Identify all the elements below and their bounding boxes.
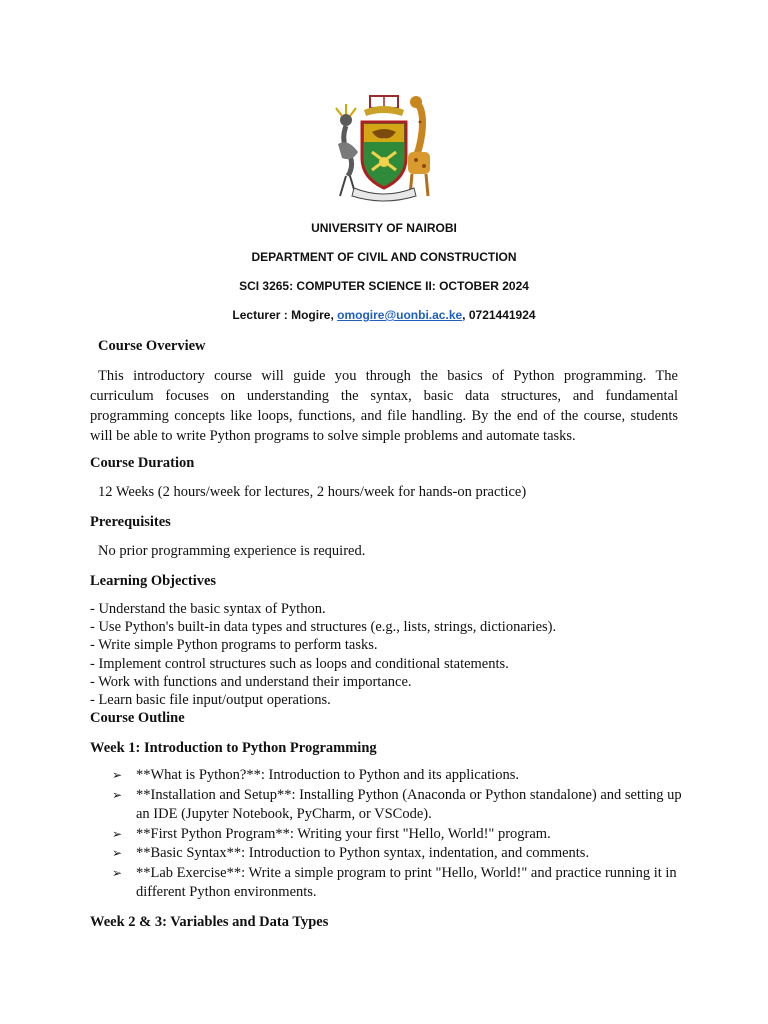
course-title: SCI 3265: COMPUTER SCIENCE II: OCTOBER 2024	[239, 279, 529, 293]
duration-text: 12 Weeks (2 hours/week for lectures, 2 hours/week for hands-on practice)	[98, 484, 527, 500]
list-item: - Use Python's built-in data types and structures (e.g., lists, strings, dictionaries).	[90, 619, 557, 636]
arrow-bullet-icon: ➢	[112, 826, 123, 841]
bullet-text: **Installation and Setup**: Installing Python (Anaconda or Python standalone) and setting up an IDE (Jupyter Notebook, PyCharm, or VSCode).	[136, 786, 682, 822]
overview-line: will be able to write Python programs to solve simple problems and automate tasks.	[90, 428, 576, 444]
list-item	[112, 844, 682, 864]
week2-3-heading: Week 2 & 3: Variables and Data Types	[90, 914, 329, 930]
list-item	[112, 825, 682, 845]
arrow-bullet-icon: ➢	[112, 846, 123, 860]
lecturer-phone: , 0721441924	[462, 308, 536, 322]
lecturer-email-link[interactable]: omogire@uonbi.ac.ke	[337, 308, 463, 322]
week1-bullets	[112, 766, 682, 903]
university-name: UNIVERSITY OF NAIROBI	[311, 221, 457, 235]
prerequisites-text: No prior programming experience is required.	[98, 543, 366, 559]
week1-heading: Week 1: Introduction to Python Programming	[90, 740, 377, 756]
list-item: - Implement control structures such as loops and conditional statements.	[90, 655, 509, 672]
overview-paragraph	[90, 366, 678, 446]
university-crest-icon	[324, 92, 444, 204]
bullet-text: **What is Python?**: Introduction to Python and its applications.	[136, 767, 520, 783]
department-name: DEPARTMENT OF CIVIL AND CONSTRUCTION	[251, 250, 517, 264]
overview-line: This introductory course will guide you through the basics of Python programming. The	[98, 368, 678, 384]
arrow-bullet-icon: ➢	[112, 768, 123, 782]
lecturer-line	[0, 308, 768, 322]
list-item: - Learn basic file input/output operations.	[90, 692, 331, 709]
bullet-text: **Lab Exercise**: Write a simple program to print "Hello, World!" and practice running it in different Python environments.	[136, 864, 677, 900]
arrow-bullet-icon: ➢	[112, 787, 123, 802]
list-item: - Work with functions and understand their importance.	[90, 673, 412, 690]
duration-heading: Course Duration	[90, 455, 195, 471]
overview-line: curriculum focuses on understanding the syntax, basic data structures, and fundamental	[90, 388, 678, 404]
overview-line: programming concepts like loops, functions, and file handling. By the end of the course, students	[90, 408, 678, 424]
list-item	[112, 786, 682, 825]
list-item: - Write simple Python programs to perform tasks.	[90, 637, 378, 654]
list-item: - Understand the basic syntax of Python.	[90, 601, 326, 617]
lecturer-name: Lecturer : Mogire,	[232, 308, 338, 322]
objectives-list	[90, 600, 556, 709]
arrow-bullet-icon: ➢	[112, 865, 123, 880]
overview-heading: Course Overview	[98, 338, 206, 354]
bullet-text: **First Python Program**: Writing your first "Hello, World!" program.	[136, 825, 551, 842]
prerequisites-heading: Prerequisites	[90, 514, 171, 530]
list-item	[112, 766, 682, 786]
bullet-text: **Basic Syntax**: Introduction to Python syntax, indentation, and comments.	[136, 845, 590, 861]
list-item	[112, 864, 682, 903]
objectives-heading: Learning Objectives	[90, 573, 217, 589]
outline-heading: Course Outline	[90, 710, 185, 726]
